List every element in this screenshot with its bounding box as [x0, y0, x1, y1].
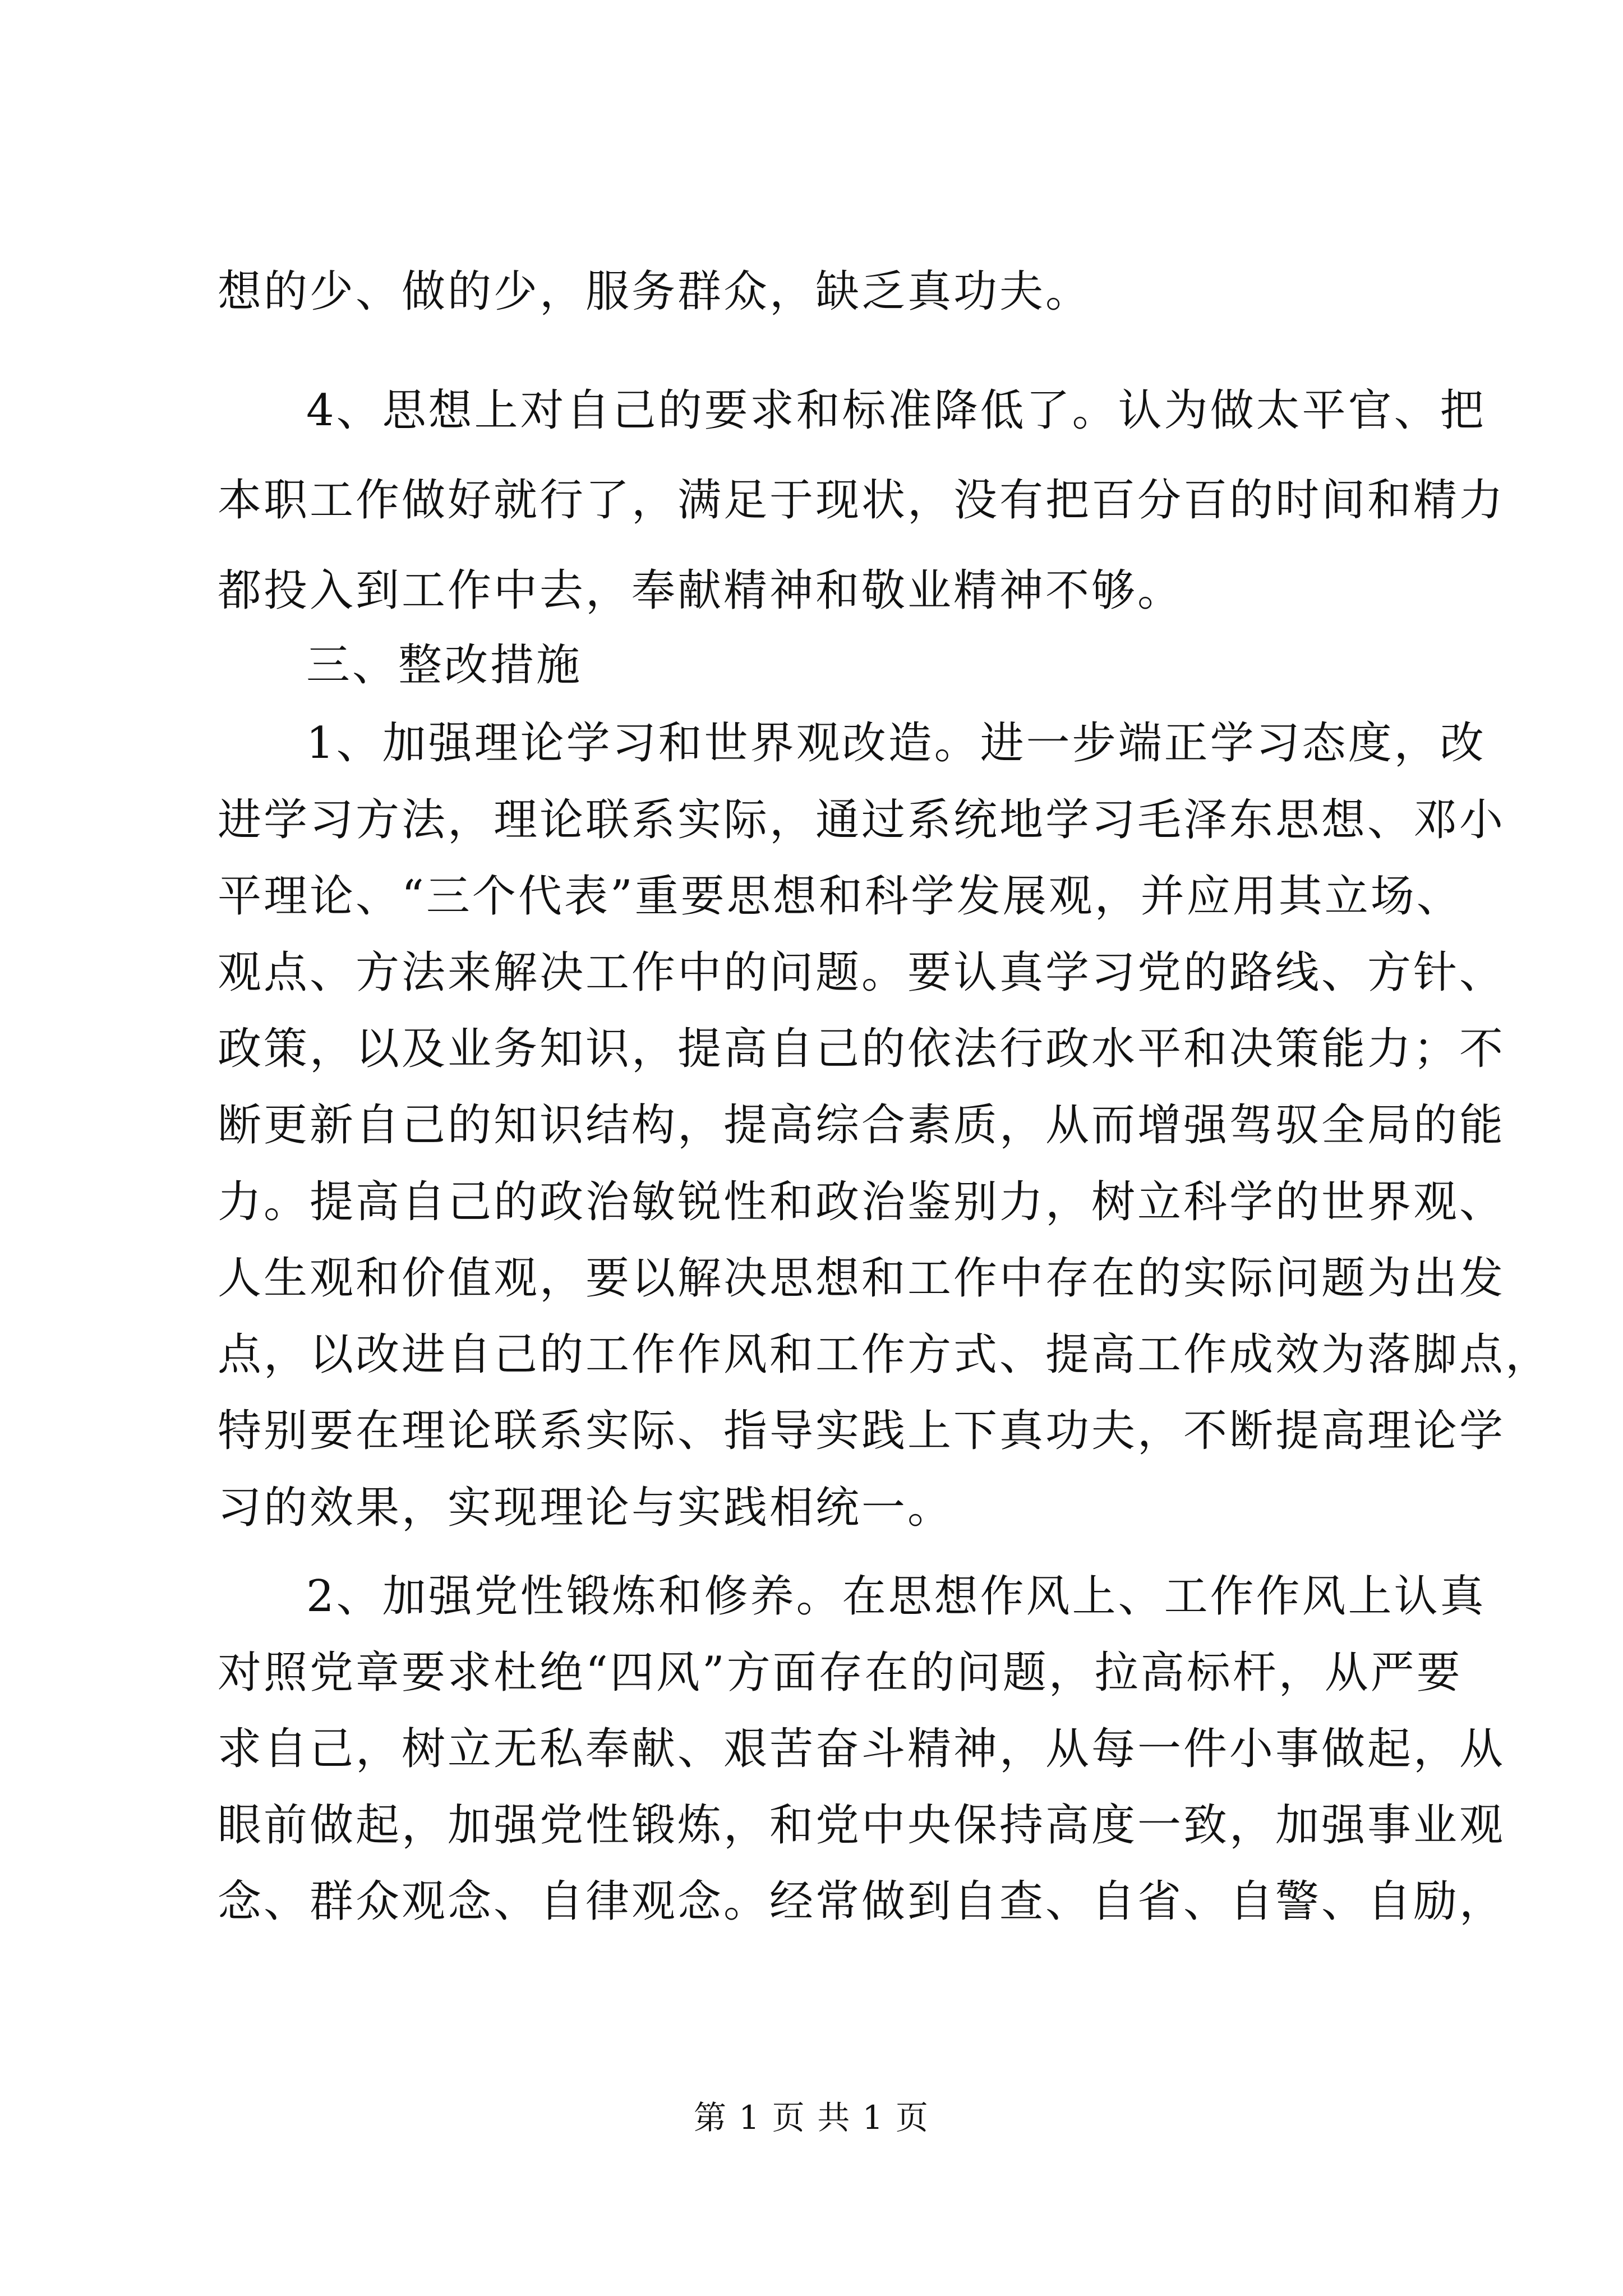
text-line: 政策，以及业务知识，提高自己的依法行政水平和决策能力；不	[218, 1024, 1506, 1074]
text-line: 进学习方法，理论联系实际，通过系统地学习毛泽东思想、邓小	[218, 795, 1506, 845]
paragraph-2-start: 2、加强党性锻炼和修养。在思想作风上、工作作风上认真	[306, 1571, 1486, 1622]
text-line: 人生观和价值观，要以解决思想和工作中存在的实际问题为出发	[218, 1253, 1506, 1304]
text-line: 对照党章要求杜绝“四风”方面存在的问题，拉高标杆，从严要	[218, 1648, 1463, 1698]
paragraph-4-start: 4、思想上对自己的要求和标准降低了。认为做太平官、把	[306, 385, 1486, 436]
text-line: 断更新自己的知识结构，提高综合素质，从而增强驾驭全局的能	[218, 1100, 1506, 1151]
text-line: 眼前做起，加强党性锻炼，和党中央保持高度一致，加强事业观	[218, 1800, 1506, 1851]
text-line: 本职工作做好就行了，满足于现状，没有把百分百的时间和精力	[218, 475, 1506, 526]
text-line: 想的少、做的少，服务群众，缺乏真功夫。	[218, 266, 1092, 317]
text-line: 特别要在理论联系实际、指导实践上下真功夫，不断提高理论学	[218, 1406, 1506, 1456]
paragraph-1-start: 1、加强理论学习和世界观改造。进一步端正学习态度，改	[306, 718, 1486, 769]
text-line: 习的效果，实现理论与实践相统一。	[218, 1483, 954, 1533]
text-line: 求自己，树立无私奉献、艰苦奋斗精神，从每一件小事做起，从	[218, 1724, 1506, 1774]
text-line: 都投入到工作中去，奉献精神和敬业精神不够。	[218, 565, 1184, 616]
text-line: 点，以改进自己的工作作风和工作方式、提高工作成效为落脚点，	[218, 1329, 1552, 1380]
page-number-footer: 第 1 页 共 1 页	[694, 2099, 929, 2137]
text-line: 观点、方法来解决工作中的问题。要认真学习党的路线、方针、	[218, 947, 1506, 998]
text-line: 平理论、“三个代表”重要思想和科学发展观，并应用其立场、	[218, 871, 1463, 922]
text-line: 念、群众观念、自律观念。经常做到自查、自省、自警、自励，	[218, 1876, 1506, 1927]
section-heading: 三、整改措施	[306, 640, 583, 691]
text-line: 力。提高自己的政治敏锐性和政治鉴别力，树立科学的世界观、	[218, 1177, 1506, 1227]
